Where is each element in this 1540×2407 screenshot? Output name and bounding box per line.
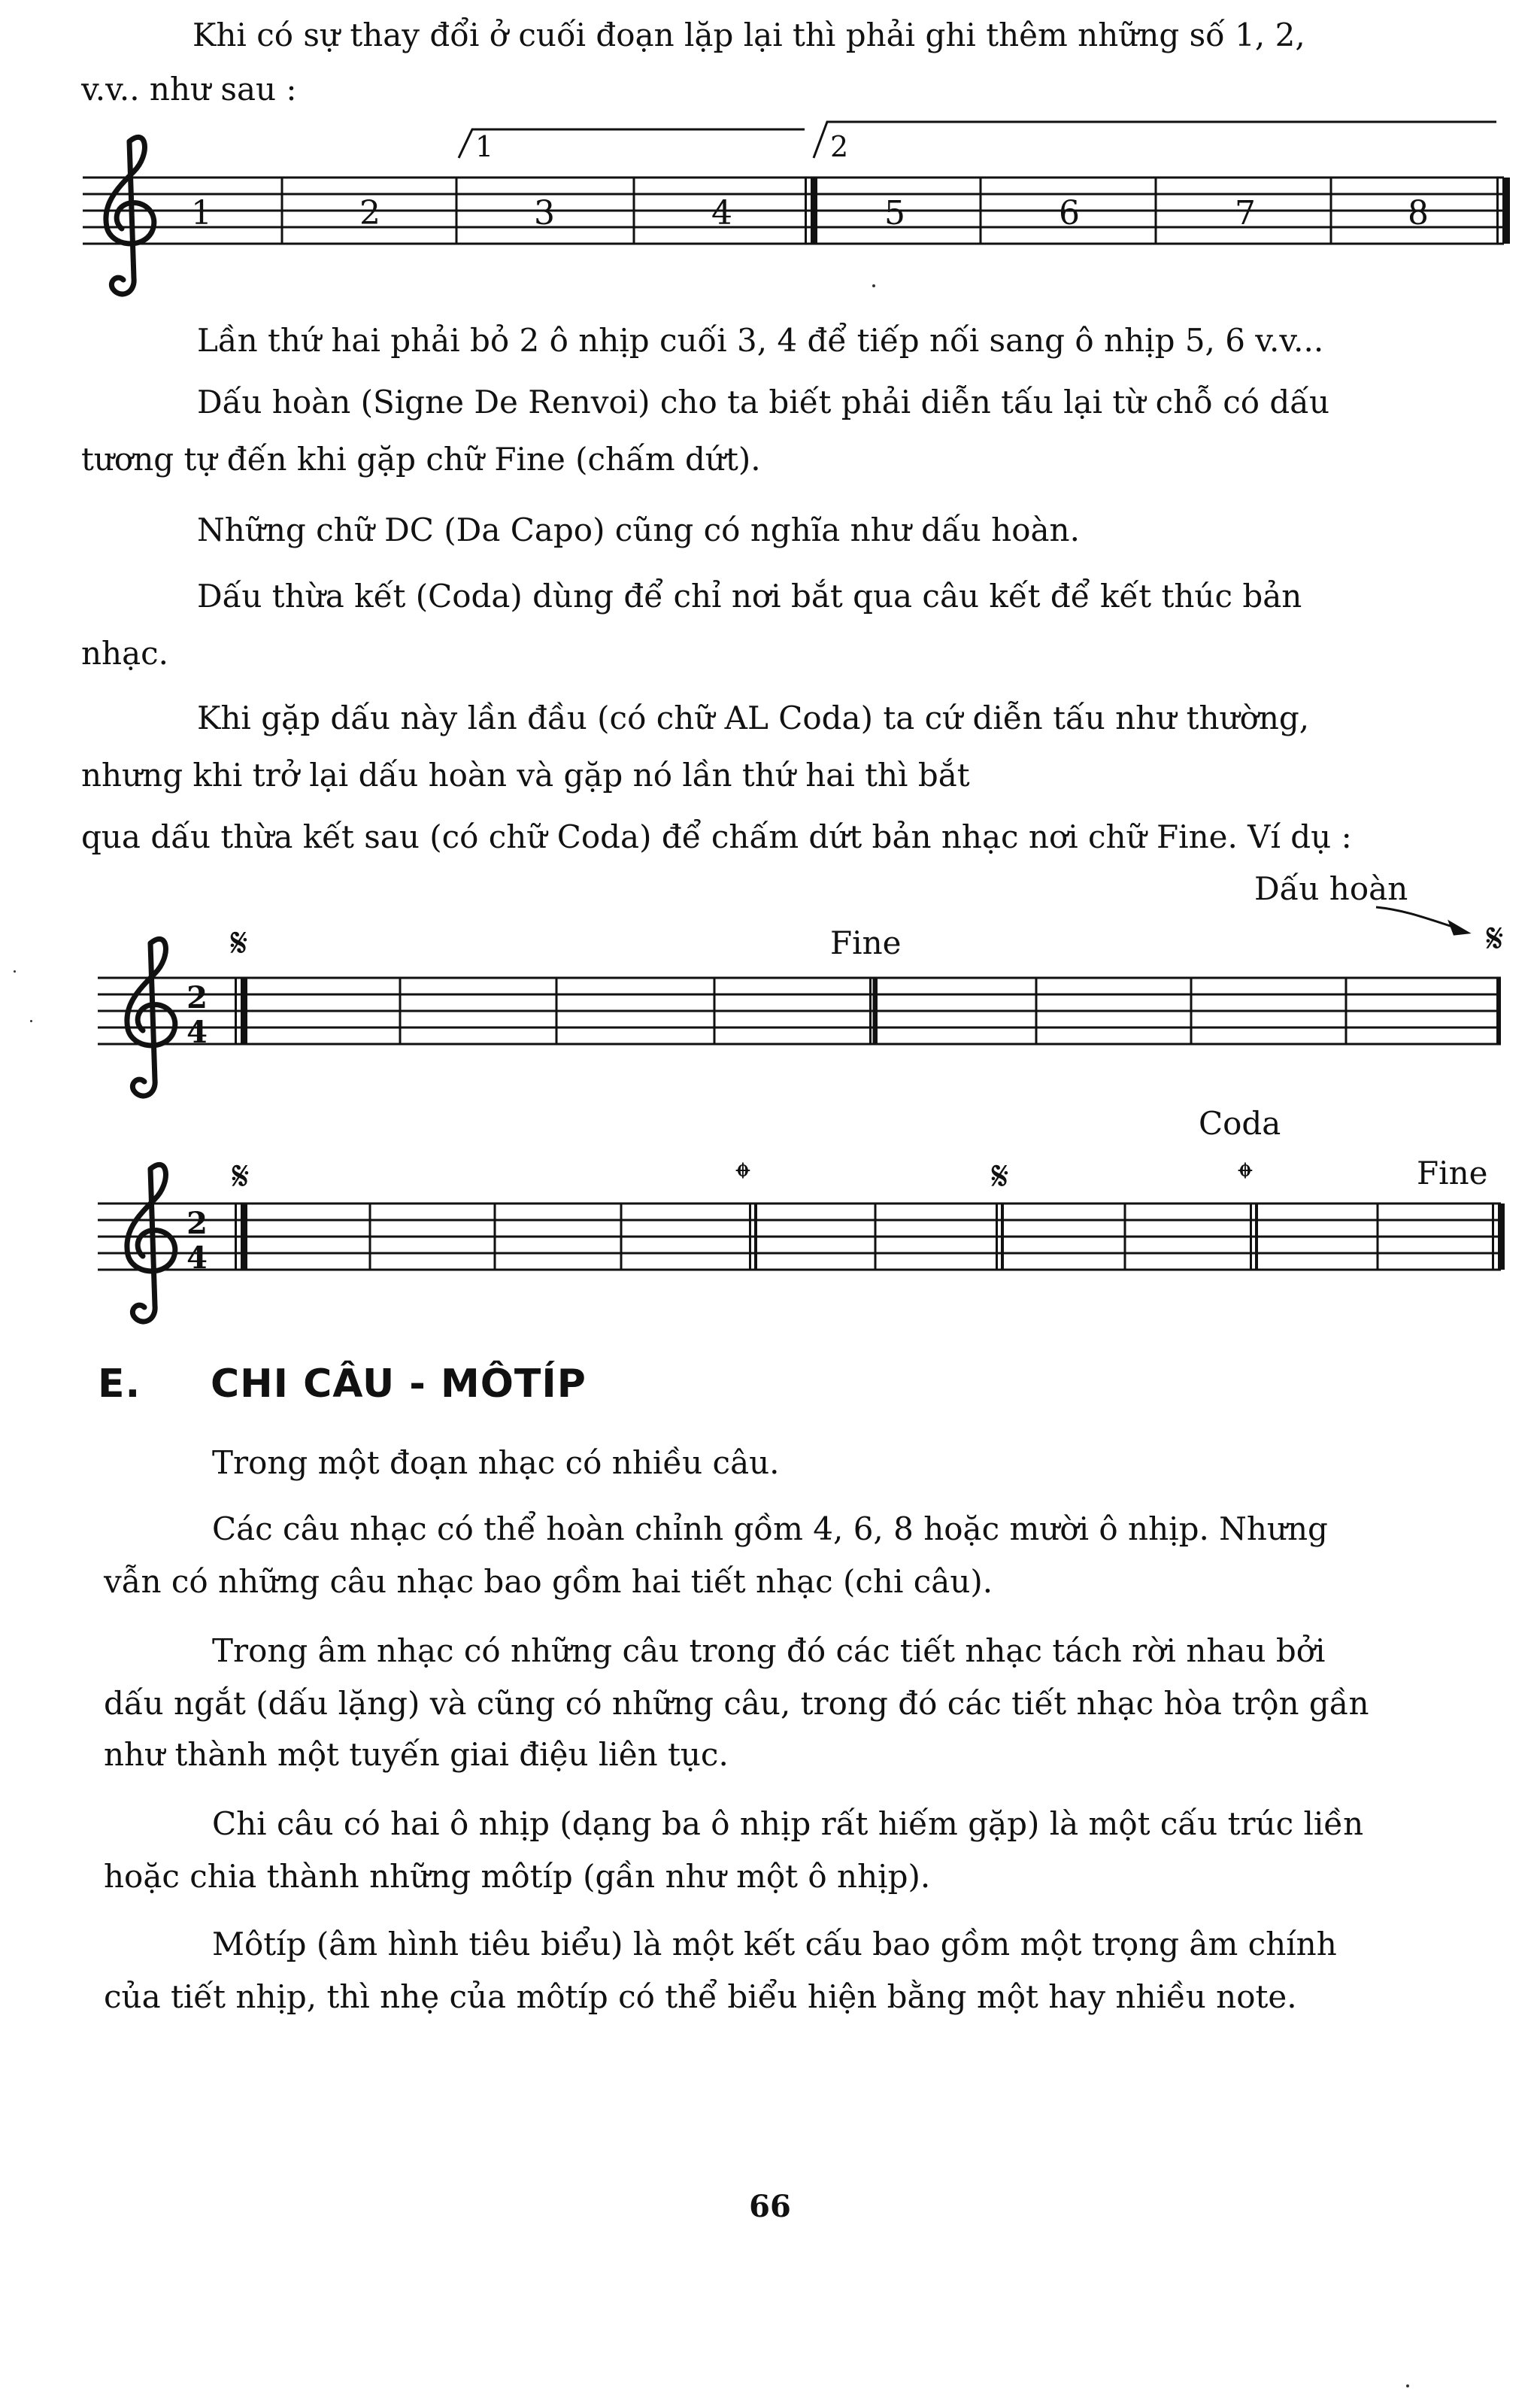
scan-speck [14, 970, 16, 973]
segno-icon: 𝄋 [232, 1152, 250, 1200]
fine-label: Fine [830, 924, 902, 961]
section-para-3-line-1: Trong âm nhạc có những câu trong đó các tiết nhạc tách rời nhau bởi [212, 1632, 1326, 1669]
para-1-line-2: v.v.. như sau : [81, 71, 297, 108]
dau-hoan-label: Dấu hoàn [1254, 870, 1408, 907]
time-signature-bottom: 4 [186, 1015, 208, 1050]
measure-8: 8 [1408, 194, 1429, 232]
section-para-5-line-2: của tiết nhịp, thì nhẹ của môtíp có thể biểu hiện bằng một hay nhiều note. [104, 1978, 1297, 2015]
para-6-line-3: qua dấu thừa kết sau (có chữ Coda) để chấm dứt bản nhạc nơi chữ Fine. Ví dụ : [81, 818, 1352, 855]
section-letter: E. [98, 1361, 141, 1407]
measure-7: 7 [1235, 194, 1256, 232]
segno-end-icon: 𝄋 [1486, 915, 1504, 962]
treble-clef-icon [127, 939, 175, 1096]
coda-label: Coda [1199, 1105, 1281, 1142]
time-signature-bottom: 4 [186, 1240, 208, 1276]
section-para-5-line-1: Môtíp (âm hình tiêu biểu) là một kết cấu bao gồm một trọng âm chính [212, 1926, 1337, 1962]
treble-clef-icon [127, 1164, 175, 1322]
section-para-3-line-2: dấu ngắt (dấu lặng) và cũng có những câu, trong đó các tiết nhạc hòa trộn gần [104, 1685, 1369, 1722]
para-5-line-2: nhạc. [81, 635, 169, 672]
measure-5: 5 [884, 194, 905, 232]
section-heading [98, 1361, 587, 1407]
scan-speck [30, 1020, 32, 1022]
para-6-line-2: nhưng khi trở lại dấu hoàn và gặp nó lần thứ hai thì bắt [81, 757, 970, 794]
fine-label: Fine [1417, 1155, 1488, 1191]
ending-2-label: 2 [830, 130, 849, 163]
section-title: CHI CÂU - MÔTÍP [211, 1361, 587, 1407]
time-signature-top: 2 [186, 980, 208, 1015]
time-signature-top: 2 [186, 1206, 208, 1241]
section-para-3-line-3: như thành một tuyến giai điệu liên tục. [104, 1736, 729, 1773]
treble-clef-icon [106, 137, 154, 294]
scan-speck [872, 284, 875, 287]
para-2: Lần thứ hai phải bỏ 2 ô nhịp cuối 3, 4 để tiếp nối sang ô nhịp 5, 6 v.v... [197, 322, 1324, 359]
scan-speck [1406, 2384, 1409, 2387]
staff-endings [83, 122, 1510, 294]
para-3-line-1: Dấu hoàn (Signe De Renvoi) cho ta biết phải diễn tấu lại từ chỗ có dấu [197, 384, 1330, 420]
measure-3: 3 [534, 194, 555, 232]
ending-1-label: 1 [475, 130, 494, 163]
staff-segno-fine [98, 870, 1504, 1096]
measure-4: 4 [711, 194, 732, 232]
section-para-4-line-1: Chi câu có hai ô nhịp (dạng ba ô nhịp rất hiếm gặp) là một cấu trúc liền [212, 1805, 1364, 1842]
para-1-line-1: Khi có sự thay đổi ở cuối đoạn lặp lại thì phải ghi thêm những số 1, 2, [192, 17, 1305, 53]
segno-icon: 𝄋 [230, 919, 248, 967]
para-3-line-2: tương tự đến khi gặp chữ Fine (chấm dứt). [81, 441, 761, 478]
para-6-line-1: Khi gặp dấu này lần đầu (có chữ AL Coda) ta cứ diễn tấu như thường, [197, 700, 1310, 736]
measure-2: 2 [359, 194, 380, 232]
coda-icon: 𝄌 [1238, 1154, 1253, 1201]
section-para-2-line-2: vẫn có những câu nhạc bao gồm hai tiết nhạc (chi câu). [104, 1563, 993, 1600]
section-para-2-line-1: Các câu nhạc có thể hoàn chỉnh gồm 4, 6, 8 hoặc mười ô nhịp. Nhưng [212, 1510, 1328, 1547]
page-number: 66 [749, 2189, 791, 2224]
measure-1: 1 [191, 194, 212, 232]
staff-coda [98, 1105, 1505, 1322]
para-5-line-1: Dấu thừa kết (Coda) dùng để chỉ nơi bắt qua câu kết để kết thúc bản [197, 578, 1302, 615]
segno-icon: 𝄋 [991, 1152, 1009, 1200]
coda-icon: 𝄌 [735, 1154, 750, 1201]
section-para-4-line-2: hoặc chia thành những môtíp (gần như một ô nhịp). [104, 1858, 931, 1895]
measure-6: 6 [1059, 194, 1080, 232]
section-para-1: Trong một đoạn nhạc có nhiều câu. [212, 1444, 780, 1481]
para-4: Những chữ DC (Da Capo) cũng có nghĩa như dấu hoàn. [197, 511, 1080, 548]
